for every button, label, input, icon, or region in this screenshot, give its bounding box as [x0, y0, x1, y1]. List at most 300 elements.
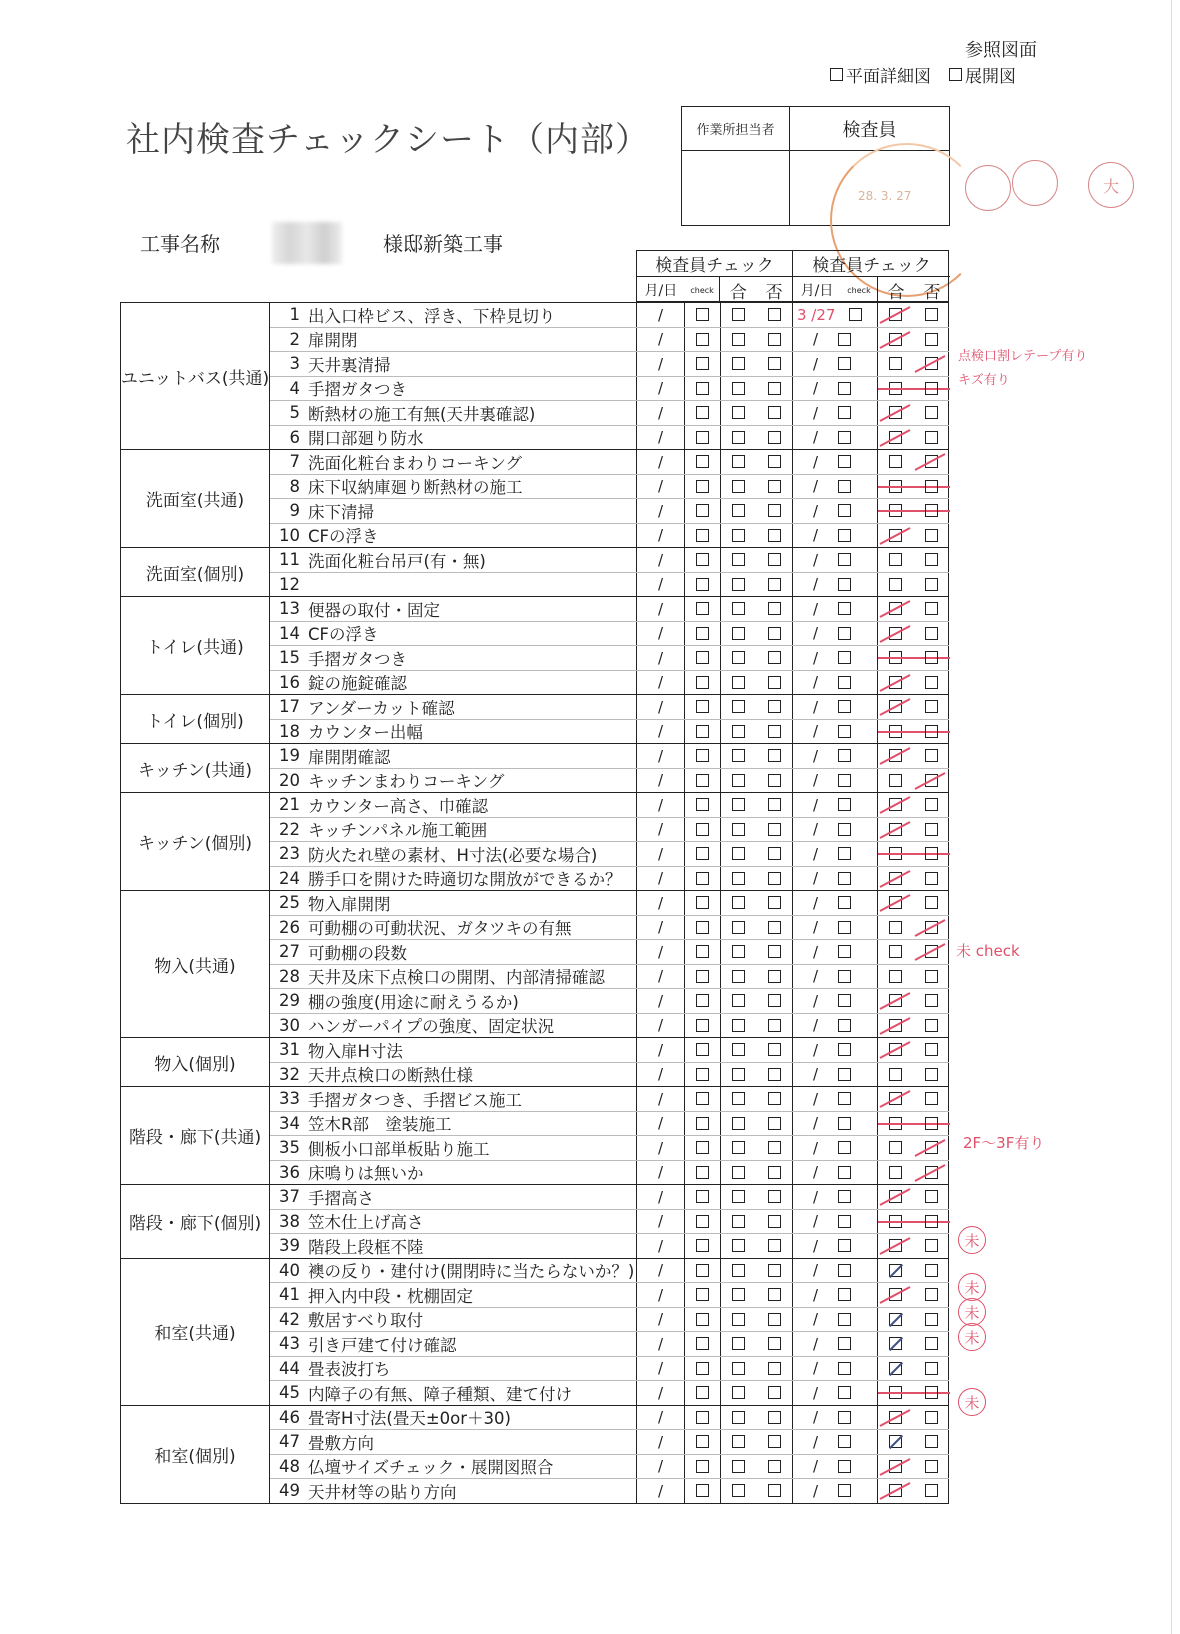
checkbox-icon[interactable]: [732, 1190, 745, 1203]
checkbox-icon[interactable]: [768, 1141, 781, 1154]
checkbox-icon[interactable]: [732, 798, 745, 811]
checkbox-icon[interactable]: [889, 1141, 902, 1154]
checkbox-icon[interactable]: [925, 504, 938, 517]
checkbox-icon[interactable]: [732, 676, 745, 689]
checkbox-icon[interactable]: [696, 406, 709, 419]
date-field-2[interactable]: /: [813, 477, 819, 496]
date-field-1[interactable]: [636, 1161, 684, 1185]
checkbox-icon[interactable]: [889, 1166, 902, 1179]
checkbox-icon[interactable]: [732, 749, 745, 762]
checkbox-icon[interactable]: [732, 945, 745, 958]
checkbox-icon[interactable]: [925, 602, 938, 615]
date-field-1[interactable]: [636, 1430, 684, 1454]
date-field-2[interactable]: /: [813, 1310, 819, 1329]
checkbox-icon[interactable]: [838, 382, 851, 395]
checkbox-icon[interactable]: [838, 431, 851, 444]
checkbox-icon[interactable]: [838, 1264, 851, 1277]
checkbox-icon[interactable]: [732, 602, 745, 615]
date-field-1[interactable]: [636, 597, 684, 621]
checkbox-icon[interactable]: [925, 1068, 938, 1081]
checkbox-icon[interactable]: [925, 333, 938, 346]
date-field-2[interactable]: /: [813, 1163, 819, 1182]
checkbox-icon[interactable]: [732, 1092, 745, 1105]
checkbox-icon[interactable]: [889, 357, 902, 370]
checkbox-icon[interactable]: [838, 602, 851, 615]
checkbox-icon[interactable]: [849, 308, 862, 321]
checkbox-icon[interactable]: [768, 308, 781, 321]
date-field-2[interactable]: /: [813, 379, 819, 398]
checkbox-icon[interactable]: [732, 431, 745, 444]
checkbox-icon[interactable]: [925, 1288, 938, 1301]
checkbox-icon[interactable]: [889, 553, 902, 566]
checkbox-icon[interactable]: [838, 1092, 851, 1105]
checkbox-icon[interactable]: [768, 994, 781, 1007]
date-field-1[interactable]: [636, 328, 684, 352]
checkbox-icon[interactable]: [838, 1337, 851, 1350]
date-field-1[interactable]: [636, 1332, 684, 1356]
checkbox-icon[interactable]: [696, 1239, 709, 1252]
date-field-2[interactable]: /: [813, 697, 819, 716]
checkbox-icon[interactable]: [838, 1411, 851, 1424]
checkbox-icon[interactable]: [696, 651, 709, 664]
date-field-2[interactable]: /: [813, 428, 819, 447]
checkbox-icon[interactable]: [696, 504, 709, 517]
checkbox-icon[interactable]: [768, 872, 781, 885]
checkbox-icon[interactable]: [696, 1190, 709, 1203]
checkbox-icon[interactable]: [838, 1117, 851, 1130]
checkbox-icon[interactable]: [768, 1460, 781, 1473]
date-field-2[interactable]: /: [813, 795, 819, 814]
checkbox-icon[interactable]: [925, 1411, 938, 1424]
checkbox-icon[interactable]: [732, 1362, 745, 1375]
checkbox-icon[interactable]: [732, 480, 745, 493]
checkbox-icon[interactable]: [768, 1484, 781, 1497]
checkbox-icon[interactable]: [696, 1460, 709, 1473]
checkbox-icon[interactable]: [838, 896, 851, 909]
checkbox-icon[interactable]: [925, 700, 938, 713]
checkbox-icon[interactable]: [925, 578, 938, 591]
checkbox-icon[interactable]: [838, 945, 851, 958]
checkbox-icon[interactable]: [838, 700, 851, 713]
date-field-2[interactable]: /: [813, 1383, 819, 1402]
date-field-2[interactable]: /: [813, 1016, 819, 1035]
checkbox-icon[interactable]: [696, 529, 709, 542]
checkbox-icon[interactable]: [768, 553, 781, 566]
checkbox-icon[interactable]: [696, 1068, 709, 1081]
checkbox-icon[interactable]: [732, 529, 745, 542]
checkbox-icon[interactable]: [925, 749, 938, 762]
date-field-1[interactable]: [636, 450, 684, 474]
checkbox-icon[interactable]: [768, 1264, 781, 1277]
date-field-1[interactable]: [636, 989, 684, 1013]
date-field-1[interactable]: [636, 1210, 684, 1234]
date-field-1[interactable]: [636, 1357, 684, 1381]
date-field-2[interactable]: /: [813, 771, 819, 790]
checkbox-icon[interactable]: [925, 1362, 938, 1375]
checkbox-icon[interactable]: [925, 1337, 938, 1350]
checkbox-icon[interactable]: [889, 945, 902, 958]
checkbox-icon[interactable]: [838, 455, 851, 468]
checkbox-icon[interactable]: [838, 847, 851, 860]
date-field-2[interactable]: /: [813, 1089, 819, 1108]
checkbox-icon[interactable]: [838, 725, 851, 738]
checkbox-icon[interactable]: [696, 553, 709, 566]
checkbox-icon[interactable]: [732, 455, 745, 468]
date-field-2[interactable]: /: [813, 869, 819, 888]
checkbox-icon[interactable]: [925, 1386, 938, 1399]
checkbox-icon[interactable]: [768, 431, 781, 444]
date-field-1[interactable]: [636, 1014, 684, 1038]
date-field-2[interactable]: /: [813, 624, 819, 643]
checkbox-icon[interactable]: [768, 847, 781, 860]
checkbox-icon[interactable]: [925, 798, 938, 811]
checkbox-icon[interactable]: [925, 431, 938, 444]
date-field-2[interactable]: /: [813, 1065, 819, 1084]
checkbox-icon[interactable]: [925, 627, 938, 640]
checkbox-icon[interactable]: [838, 1435, 851, 1448]
checkbox-icon[interactable]: [696, 1288, 709, 1301]
checkbox-icon[interactable]: [838, 529, 851, 542]
date-field-2[interactable]: /: [813, 991, 819, 1010]
checkbox-icon[interactable]: [768, 627, 781, 640]
checkbox-icon[interactable]: [696, 994, 709, 1007]
date-field-2[interactable]: /: [813, 1236, 819, 1255]
checkbox-icon[interactable]: [696, 480, 709, 493]
date-field-2[interactable]: /: [813, 575, 819, 594]
checkbox-icon[interactable]: [925, 1239, 938, 1252]
checkbox-icon[interactable]: [925, 1460, 938, 1473]
checkbox-icon[interactable]: [925, 896, 938, 909]
checkbox-icon[interactable]: [768, 1092, 781, 1105]
date-field-1[interactable]: [636, 769, 684, 793]
checkbox-icon[interactable]: [925, 382, 938, 395]
date-field-1[interactable]: [636, 1112, 684, 1136]
checkbox-icon[interactable]: [925, 1190, 938, 1203]
checkbox-icon[interactable]: [838, 1166, 851, 1179]
date-field-2[interactable]: /: [813, 526, 819, 545]
date-field-1[interactable]: [636, 646, 684, 670]
checkbox-icon[interactable]: [732, 382, 745, 395]
checkbox-icon[interactable]: [768, 774, 781, 787]
date-field-2[interactable]: /: [813, 844, 819, 863]
date-field-1[interactable]: [636, 1038, 684, 1062]
date-field-1[interactable]: [636, 1185, 684, 1209]
checkbox-icon[interactable]: [768, 749, 781, 762]
checkbox-icon[interactable]: [696, 798, 709, 811]
checkbox-icon[interactable]: [925, 480, 938, 493]
checkbox-icon[interactable]: [732, 553, 745, 566]
checkbox-icon[interactable]: [696, 872, 709, 885]
checkbox-icon[interactable]: [696, 945, 709, 958]
date-field-1[interactable]: [636, 1063, 684, 1087]
checkbox-icon[interactable]: [889, 578, 902, 591]
checkbox-icon[interactable]: [768, 455, 781, 468]
date-field-1[interactable]: [636, 1283, 684, 1307]
checkbox-icon[interactable]: [732, 823, 745, 836]
checkbox-icon[interactable]: [768, 823, 781, 836]
checkbox-icon[interactable]: [768, 798, 781, 811]
date-field-2[interactable]: /: [813, 599, 819, 618]
checkbox-icon[interactable]: [838, 1141, 851, 1154]
date-field-2[interactable]: /: [813, 550, 819, 569]
checkbox-icon[interactable]: [732, 1288, 745, 1301]
checkbox-icon[interactable]: [732, 651, 745, 664]
date-field-2[interactable]: /: [813, 1187, 819, 1206]
checkbox-icon[interactable]: [889, 921, 902, 934]
checkbox-icon[interactable]: [768, 1190, 781, 1203]
date-field-1[interactable]: [636, 793, 684, 817]
checkbox-icon[interactable]: [696, 333, 709, 346]
checkbox-icon[interactable]: [696, 357, 709, 370]
checkbox-icon[interactable]: [768, 725, 781, 738]
checkbox-icon[interactable]: [768, 578, 781, 591]
checkbox-icon[interactable]: [696, 455, 709, 468]
checkbox-icon[interactable]: [925, 1092, 938, 1105]
checkbox-icon[interactable]: [925, 308, 938, 321]
date-field-1[interactable]: [636, 499, 684, 523]
checkbox-icon[interactable]: [768, 1313, 781, 1326]
checkbox-icon[interactable]: [696, 1313, 709, 1326]
checkbox-icon[interactable]: [732, 994, 745, 1007]
date-field-2[interactable]: /: [813, 452, 819, 471]
date-field-1[interactable]: [636, 426, 684, 450]
checkbox-icon[interactable]: [768, 333, 781, 346]
date-field-2[interactable]: /: [813, 403, 819, 422]
checkbox-icon[interactable]: [925, 1117, 938, 1130]
checkbox-icon[interactable]: [768, 1043, 781, 1056]
site-manager-signature-cell[interactable]: [682, 151, 790, 225]
date-field-1[interactable]: [636, 1455, 684, 1479]
checkbox-icon[interactable]: [732, 578, 745, 591]
checkbox-icon[interactable]: [925, 872, 938, 885]
checkbox-icon[interactable]: [838, 357, 851, 370]
date-field-1[interactable]: [636, 475, 684, 499]
checkbox-icon[interactable]: [768, 1337, 781, 1350]
checkbox-icon[interactable]: [768, 1215, 781, 1228]
checkbox-icon[interactable]: [732, 1117, 745, 1130]
checkbox-icon[interactable]: [696, 725, 709, 738]
checkbox-icon[interactable]: [838, 627, 851, 640]
checkbox-icon[interactable]: [732, 1166, 745, 1179]
checkbox-icon[interactable]: [768, 529, 781, 542]
checkbox-icon[interactable]: [696, 1117, 709, 1130]
checkbox-icon[interactable]: [925, 823, 938, 836]
date-field-2[interactable]: /: [813, 1481, 819, 1500]
checkbox-icon[interactable]: [696, 921, 709, 934]
checkbox-icon[interactable]: [838, 823, 851, 836]
checkbox-icon[interactable]: [925, 970, 938, 983]
date-field-2[interactable]: /: [813, 1334, 819, 1353]
date-field-1[interactable]: [636, 524, 684, 548]
checkbox-icon[interactable]: [925, 676, 938, 689]
checkbox-icon[interactable]: [696, 1166, 709, 1179]
date-field-1[interactable]: [636, 1136, 684, 1160]
checkbox-icon[interactable]: [732, 1337, 745, 1350]
checkbox-icon[interactable]: [732, 1068, 745, 1081]
checkbox-icon[interactable]: [838, 798, 851, 811]
checkbox-icon[interactable]: [732, 1019, 745, 1032]
date-field-2[interactable]: /: [813, 746, 819, 765]
checkbox-icon[interactable]: [732, 333, 745, 346]
date-field-1[interactable]: [636, 965, 684, 989]
checkbox-icon[interactable]: [732, 1460, 745, 1473]
date-field-1[interactable]: [636, 303, 684, 327]
checkbox-icon[interactable]: [768, 1435, 781, 1448]
date-field-1[interactable]: [636, 720, 684, 744]
checkbox-icon[interactable]: [768, 970, 781, 983]
date-field-2[interactable]: /: [813, 648, 819, 667]
checkbox-icon[interactable]: [696, 700, 709, 713]
checkbox-icon[interactable]: [768, 1166, 781, 1179]
date-field-2[interactable]: /: [813, 330, 819, 349]
checkbox-icon[interactable]: [768, 382, 781, 395]
date-field-1[interactable]: [636, 867, 684, 891]
checkbox-icon[interactable]: [925, 725, 938, 738]
checkbox-icon[interactable]: [768, 1362, 781, 1375]
checkbox-icon[interactable]: [768, 945, 781, 958]
checkbox-icon[interactable]: [696, 1092, 709, 1105]
checkbox-icon[interactable]: [732, 1215, 745, 1228]
checkbox-icon[interactable]: [696, 578, 709, 591]
checkbox-icon[interactable]: [768, 1411, 781, 1424]
date-field-1[interactable]: [636, 1087, 684, 1111]
checkbox-icon[interactable]: [696, 1362, 709, 1375]
checkbox-icon[interactable]: [838, 1288, 851, 1301]
checkbox-icon[interactable]: [838, 1362, 851, 1375]
checkbox-icon[interactable]: [838, 406, 851, 419]
checkbox-icon[interactable]: [768, 1068, 781, 1081]
checkbox-icon[interactable]: [925, 529, 938, 542]
date-field-2[interactable]: /: [813, 942, 819, 961]
date-field-1[interactable]: [636, 1406, 684, 1430]
checkbox-icon[interactable]: [696, 847, 709, 860]
checkbox-icon[interactable]: [732, 896, 745, 909]
checkbox-icon[interactable]: [768, 480, 781, 493]
checkbox-icon[interactable]: [732, 921, 745, 934]
date-field-2[interactable]: 3 /27: [797, 305, 836, 324]
checkbox-icon[interactable]: [838, 1460, 851, 1473]
checkbox-icon[interactable]: [732, 1141, 745, 1154]
checkbox-icon[interactable]: [838, 1190, 851, 1203]
date-field-1[interactable]: [636, 1381, 684, 1405]
checkbox-icon[interactable]: [838, 1043, 851, 1056]
date-field-2[interactable]: /: [813, 918, 819, 937]
checkbox-icon[interactable]: [768, 1019, 781, 1032]
checkbox-icon[interactable]: [696, 749, 709, 762]
checkbox-icon[interactable]: [838, 578, 851, 591]
checkbox-icon[interactable]: [838, 1239, 851, 1252]
checkbox-icon[interactable]: [696, 1215, 709, 1228]
date-field-2[interactable]: /: [813, 1040, 819, 1059]
checkbox-icon[interactable]: [925, 406, 938, 419]
inspector-signature-cell[interactable]: [790, 151, 949, 225]
checkbox-icon[interactable]: [925, 1019, 938, 1032]
checkbox-icon[interactable]: [696, 896, 709, 909]
date-field-1[interactable]: [636, 744, 684, 768]
checkbox-icon[interactable]: [732, 1264, 745, 1277]
checkbox-icon[interactable]: [732, 627, 745, 640]
checkbox-icon[interactable]: [838, 676, 851, 689]
checkbox-icon[interactable]: [768, 700, 781, 713]
checkbox-icon[interactable]: [925, 994, 938, 1007]
date-field-1[interactable]: [636, 1259, 684, 1283]
checkbox-icon[interactable]: [838, 480, 851, 493]
date-field-2[interactable]: /: [813, 1114, 819, 1133]
checkbox-icon[interactable]: [925, 1264, 938, 1277]
checkbox-icon[interactable]: [830, 68, 843, 81]
date-field-1[interactable]: [636, 352, 684, 376]
checkbox-icon[interactable]: [768, 1288, 781, 1301]
date-field-1[interactable]: [636, 940, 684, 964]
date-field-2[interactable]: /: [813, 1359, 819, 1378]
date-field-1[interactable]: [636, 1308, 684, 1332]
checkbox-icon[interactable]: [925, 651, 938, 664]
date-field-2[interactable]: /: [813, 1457, 819, 1476]
date-field-1[interactable]: [636, 1479, 684, 1503]
date-field-2[interactable]: /: [813, 893, 819, 912]
checkbox-icon[interactable]: [838, 651, 851, 664]
checkbox-icon[interactable]: [838, 872, 851, 885]
checkbox-icon[interactable]: [696, 1435, 709, 1448]
checkbox-icon[interactable]: [696, 1337, 709, 1350]
checkbox-icon[interactable]: [696, 431, 709, 444]
date-field-1[interactable]: [636, 891, 684, 915]
checkbox-icon[interactable]: [696, 1019, 709, 1032]
date-field-2[interactable]: /: [813, 722, 819, 741]
date-field-2[interactable]: /: [813, 354, 819, 373]
date-field-1[interactable]: [636, 622, 684, 646]
date-field-2[interactable]: /: [813, 1408, 819, 1427]
checkbox-icon[interactable]: [732, 406, 745, 419]
checkbox-icon[interactable]: [768, 676, 781, 689]
date-field-2[interactable]: /: [813, 1261, 819, 1280]
checkbox-icon[interactable]: [732, 1435, 745, 1448]
checkbox-icon[interactable]: [732, 725, 745, 738]
date-field-1[interactable]: [636, 377, 684, 401]
date-field-2[interactable]: /: [813, 967, 819, 986]
date-field-1[interactable]: [636, 695, 684, 719]
checkbox-icon[interactable]: [732, 700, 745, 713]
checkbox-icon[interactable]: [768, 1386, 781, 1399]
checkbox-icon[interactable]: [732, 308, 745, 321]
checkbox-icon[interactable]: [768, 504, 781, 517]
checkbox-icon[interactable]: [925, 1435, 938, 1448]
checkbox-icon[interactable]: [732, 357, 745, 370]
checkbox-icon[interactable]: [732, 1239, 745, 1252]
checkbox-icon[interactable]: [696, 627, 709, 640]
checkbox-icon[interactable]: [889, 455, 902, 468]
checkbox-icon[interactable]: [732, 504, 745, 517]
checkbox-icon[interactable]: [838, 1068, 851, 1081]
checkbox-icon[interactable]: [696, 676, 709, 689]
checkbox-icon[interactable]: [889, 970, 902, 983]
reference-option-plan-detail[interactable]: [830, 62, 931, 87]
checkbox-icon[interactable]: [838, 1215, 851, 1228]
date-field-1[interactable]: [636, 401, 684, 425]
checkbox-icon[interactable]: [838, 994, 851, 1007]
checkbox-icon[interactable]: [768, 406, 781, 419]
checkbox-icon[interactable]: [925, 847, 938, 860]
checkbox-icon[interactable]: [838, 1019, 851, 1032]
checkbox-icon[interactable]: [696, 308, 709, 321]
date-field-1[interactable]: [636, 818, 684, 842]
date-field-1[interactable]: [636, 916, 684, 940]
checkbox-icon[interactable]: [925, 553, 938, 566]
checkbox-icon[interactable]: [732, 1386, 745, 1399]
checkbox-icon[interactable]: [838, 1484, 851, 1497]
checkbox-icon[interactable]: [696, 1043, 709, 1056]
checkbox-icon[interactable]: [732, 1043, 745, 1056]
